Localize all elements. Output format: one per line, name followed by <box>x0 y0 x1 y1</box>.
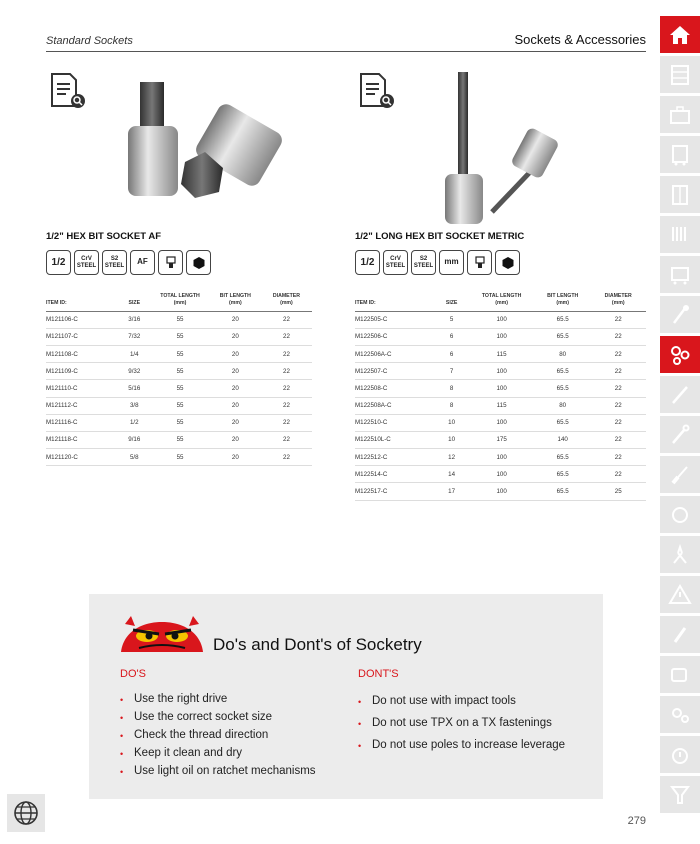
gears-tab[interactable] <box>660 696 700 733</box>
hex-bit-icon <box>473 256 487 270</box>
diameter-cell: 22 <box>590 449 646 466</box>
item-id-cell: M122506-C <box>355 328 435 345</box>
table-row <box>46 345 312 362</box>
tool-cabinet-icon <box>668 63 692 87</box>
diameter-cell: 25 <box>590 483 646 500</box>
total-length-cell: 100 <box>468 449 535 466</box>
col-total-length: TOTAL LENGTH (mm) <box>468 293 535 311</box>
size-cell: 7/32 <box>118 328 150 345</box>
website-link[interactable] <box>7 794 45 832</box>
diameter-cell: 22 <box>590 414 646 431</box>
product-title: 1/2" LONG HEX BIT SOCKET METRIC <box>355 231 525 242</box>
total-length-cell: 115 <box>468 397 535 414</box>
hex-bit-icon <box>164 256 178 270</box>
bit-length-cell: 65.5 <box>535 483 591 500</box>
diameter-cell: 22 <box>261 345 312 362</box>
diameter-cell: 22 <box>590 328 646 345</box>
category-sidebar <box>660 16 700 844</box>
wrench-icon <box>668 383 692 407</box>
item-id-cell: M122510L-C <box>355 431 435 448</box>
item-id-cell: M122512-C <box>355 449 435 466</box>
item-id-cell: M121108-C <box>46 345 118 362</box>
tool-set-icon <box>668 223 692 247</box>
table-row <box>46 414 312 431</box>
item-id-cell: M122507-C <box>355 363 435 380</box>
toolbox-icon <box>668 103 692 127</box>
col-total-length: TOTAL LENGTH (mm) <box>150 293 210 311</box>
size-cell: 6 <box>435 328 468 345</box>
table-row <box>46 380 312 397</box>
total-length-cell: 55 <box>150 380 210 397</box>
col-bit-length: BIT LENGTH (mm) <box>210 293 261 311</box>
item-id-cell: M121120-C <box>46 449 118 466</box>
page-title: Sockets & Accessories <box>514 32 646 47</box>
pliers-tab[interactable] <box>660 536 700 573</box>
gears-icon <box>668 703 692 727</box>
size-cell: 3/16 <box>118 311 150 328</box>
total-length-cell: 100 <box>468 328 535 345</box>
size-cell: 8 <box>435 380 468 397</box>
tool-cabinet-tab[interactable] <box>660 56 700 93</box>
screwdriver-icon <box>668 463 692 487</box>
bit-length-cell: 20 <box>210 311 261 328</box>
diameter-cell: 22 <box>590 311 646 328</box>
battery-icon <box>668 743 692 767</box>
item-id-cell: M122505-C <box>355 311 435 328</box>
col-item-id: ITEM ID: <box>355 293 435 311</box>
tool-set-tab[interactable] <box>660 216 700 253</box>
bit-length-cell: 65.5 <box>535 311 591 328</box>
spec-table-long-hex-metric <box>355 293 646 501</box>
warning-tab[interactable] <box>660 576 700 613</box>
size-cell: 10 <box>435 414 468 431</box>
table-row <box>355 397 646 414</box>
table-row <box>355 466 646 483</box>
table-row <box>355 363 646 380</box>
spanner-tab[interactable] <box>660 416 700 453</box>
total-length-cell: 100 <box>468 414 535 431</box>
diameter-cell: 22 <box>590 380 646 397</box>
size-cell: 9/16 <box>118 431 150 448</box>
battery-tab[interactable] <box>660 736 700 773</box>
cabinet-icon <box>668 183 692 207</box>
list-item: • Do not use with impact tools <box>358 690 565 712</box>
item-id-cell: M122506A-C <box>355 345 435 362</box>
hexagon-icon <box>192 256 206 270</box>
item-id-cell: M121106-C <box>46 311 118 328</box>
bit-length-cell: 20 <box>210 345 261 362</box>
table-row <box>46 311 312 328</box>
sockets-tab[interactable] <box>660 336 700 373</box>
total-length-cell: 115 <box>468 345 535 362</box>
diameter-cell: 22 <box>261 311 312 328</box>
bit-length-cell: 80 <box>535 397 591 414</box>
table-row <box>46 363 312 380</box>
size-cell: 14 <box>435 466 468 483</box>
diameter-cell: 22 <box>261 380 312 397</box>
dos-donts-panel <box>89 594 603 799</box>
table-row <box>355 431 646 448</box>
section-label: Standard Sockets <box>46 35 133 47</box>
bit-length-cell: 20 <box>210 363 261 380</box>
dos-heading: DO'S <box>120 668 146 680</box>
ratchet-icon <box>668 303 692 327</box>
col-size: SIZE <box>435 293 468 311</box>
bit-length-cell: 65.5 <box>535 449 591 466</box>
funnel-tab[interactable] <box>660 776 700 813</box>
item-id-cell: M122517-C <box>355 483 435 500</box>
unit-badge: mm <box>439 250 464 275</box>
size-cell: 5/8 <box>118 449 150 466</box>
unit-badge: AF <box>130 250 155 275</box>
total-length-cell: 100 <box>468 466 535 483</box>
table-row <box>355 328 646 345</box>
bit-length-cell: 65.5 <box>535 380 591 397</box>
hex-bit-socket-image <box>125 80 295 210</box>
diameter-cell: 22 <box>261 363 312 380</box>
hex-bit-badge <box>467 250 492 275</box>
bit-length-cell: 65.5 <box>535 328 591 345</box>
table-row <box>355 449 646 466</box>
total-length-cell: 55 <box>150 345 210 362</box>
bit-length-cell: 20 <box>210 431 261 448</box>
table-row <box>46 397 312 414</box>
trolley-icon <box>668 263 692 287</box>
diameter-cell: 22 <box>590 397 646 414</box>
total-length-cell: 100 <box>468 380 535 397</box>
bit-length-cell: 80 <box>535 345 591 362</box>
item-id-cell: M122510-C <box>355 414 435 431</box>
col-item-id: ITEM ID: <box>46 293 118 311</box>
item-id-cell: M121112-C <box>46 397 118 414</box>
drive-size-badge: 1/2 <box>46 250 71 275</box>
size-cell: 1/4 <box>118 345 150 362</box>
total-length-cell: 55 <box>150 311 210 328</box>
item-id-cell: M121118-C <box>46 431 118 448</box>
funnel-icon <box>668 783 692 807</box>
panel-title: Do's and Dont's of Socketry <box>213 635 422 654</box>
ratchet-tab[interactable] <box>660 296 700 333</box>
hexagon-badge <box>495 250 520 275</box>
header-divider <box>46 51 646 52</box>
item-id-cell: M121109-C <box>46 363 118 380</box>
diameter-cell: 22 <box>261 328 312 345</box>
total-length-cell: 100 <box>468 483 535 500</box>
size-cell: 3/8 <box>118 397 150 414</box>
total-length-cell: 55 <box>150 363 210 380</box>
diameter-cell: 22 <box>590 363 646 380</box>
item-id-cell: M122508-C <box>355 380 435 397</box>
total-length-cell: 55 <box>150 397 210 414</box>
bit-length-cell: 20 <box>210 449 261 466</box>
spec-badges <box>355 250 520 275</box>
diameter-cell: 22 <box>590 345 646 362</box>
toolbox-tab[interactable] <box>660 96 700 133</box>
total-length-cell: 55 <box>150 449 210 466</box>
wrench-tab[interactable] <box>660 376 700 413</box>
tool-chest-tab[interactable] <box>660 136 700 173</box>
size-cell: 5/16 <box>118 380 150 397</box>
donts-list <box>358 690 565 756</box>
long-hex-bit-socket-image <box>440 70 580 230</box>
list-item: • Keep it clean and dry <box>120 744 316 762</box>
item-id-cell: M121116-C <box>46 414 118 431</box>
bit-length-cell: 65.5 <box>535 466 591 483</box>
spanner-icon <box>668 423 692 447</box>
table-row <box>46 328 312 345</box>
diameter-cell: 22 <box>590 466 646 483</box>
spec-table-hex-af <box>46 293 312 466</box>
diameter-cell: 22 <box>261 397 312 414</box>
diameter-cell: 22 <box>261 414 312 431</box>
diameter-cell: 22 <box>261 431 312 448</box>
total-length-cell: 100 <box>468 363 535 380</box>
list-item: • Use the correct socket size <box>120 708 316 726</box>
diameter-cell: 22 <box>590 431 646 448</box>
datasheet-icon[interactable] <box>359 72 395 110</box>
item-id-cell: M121107-C <box>46 328 118 345</box>
table-row <box>355 483 646 500</box>
page-number: 279 <box>627 815 646 827</box>
list-item: • Do not use TPX on a TX fastenings <box>358 712 565 734</box>
total-length-cell: 55 <box>150 328 210 345</box>
table-row <box>46 431 312 448</box>
list-item: • Use the right drive <box>120 690 316 708</box>
s2-steel-badge: S2 STEEL <box>411 250 436 275</box>
total-length-cell: 55 <box>150 414 210 431</box>
chisel-tab[interactable] <box>660 616 700 653</box>
pliers-icon <box>668 543 692 567</box>
hex-bit-badge <box>158 250 183 275</box>
bit-length-cell: 20 <box>210 328 261 345</box>
size-cell: 8 <box>435 397 468 414</box>
col-bit-length: BIT LENGTH (mm) <box>535 293 591 311</box>
item-id-cell: M122514-C <box>355 466 435 483</box>
chisel-icon <box>668 623 692 647</box>
item-id-cell: M121110-C <box>46 380 118 397</box>
table-row <box>355 414 646 431</box>
cabinet-tab[interactable] <box>660 176 700 213</box>
drive-size-badge: 1/2 <box>355 250 380 275</box>
size-cell: 1/2 <box>118 414 150 431</box>
measure-tab[interactable] <box>660 656 700 693</box>
saw-icon <box>668 503 692 527</box>
hexagon-badge <box>186 250 211 275</box>
mascot-logo <box>119 614 205 654</box>
datasheet-icon[interactable] <box>50 72 86 110</box>
donts-heading: DONT'S <box>358 668 399 680</box>
bit-length-cell: 20 <box>210 380 261 397</box>
size-cell: 7 <box>435 363 468 380</box>
col-diameter: DIAMETER (mm) <box>590 293 646 311</box>
size-cell: 9/32 <box>118 363 150 380</box>
table-row <box>355 311 646 328</box>
total-length-cell: 175 <box>468 431 535 448</box>
bit-length-cell: 20 <box>210 397 261 414</box>
bit-length-cell: 65.5 <box>535 363 591 380</box>
hexagon-icon <box>501 256 515 270</box>
size-cell: 12 <box>435 449 468 466</box>
trolley-tab[interactable] <box>660 256 700 293</box>
list-item: • Check the thread direction <box>120 726 316 744</box>
dos-list <box>120 690 316 780</box>
total-length-cell: 55 <box>150 431 210 448</box>
size-cell: 6 <box>435 345 468 362</box>
bit-length-cell: 20 <box>210 414 261 431</box>
s2-steel-badge: S2 STEEL <box>102 250 127 275</box>
col-diameter: DIAMETER (mm) <box>261 293 312 311</box>
home-icon <box>668 23 692 47</box>
diameter-cell: 22 <box>261 449 312 466</box>
bit-length-cell: 65.5 <box>535 414 591 431</box>
table-row <box>46 449 312 466</box>
bit-length-cell: 140 <box>535 431 591 448</box>
col-size: SIZE <box>118 293 150 311</box>
screwdriver-tab[interactable] <box>660 456 700 493</box>
size-cell: 10 <box>435 431 468 448</box>
saw-tab[interactable] <box>660 496 700 533</box>
measure-icon <box>668 663 692 687</box>
crv-steel-badge: CrV STEEL <box>383 250 408 275</box>
total-length-cell: 100 <box>468 311 535 328</box>
globe-icon <box>13 800 39 826</box>
table-row <box>355 380 646 397</box>
size-cell: 17 <box>435 483 468 500</box>
home-tab[interactable] <box>660 16 700 53</box>
crv-steel-badge: CrV STEEL <box>74 250 99 275</box>
list-item: • Do not use poles to increase leverage <box>358 734 565 756</box>
item-id-cell: M122508A-C <box>355 397 435 414</box>
warning-icon <box>668 583 692 607</box>
size-cell: 5 <box>435 311 468 328</box>
spec-badges <box>46 250 211 275</box>
sockets-icon <box>668 343 692 367</box>
tool-chest-icon <box>668 143 692 167</box>
table-row <box>355 345 646 362</box>
product-title: 1/2" HEX BIT SOCKET AF <box>46 231 162 242</box>
list-item: • Use light oil on ratchet mechanisms <box>120 762 316 780</box>
